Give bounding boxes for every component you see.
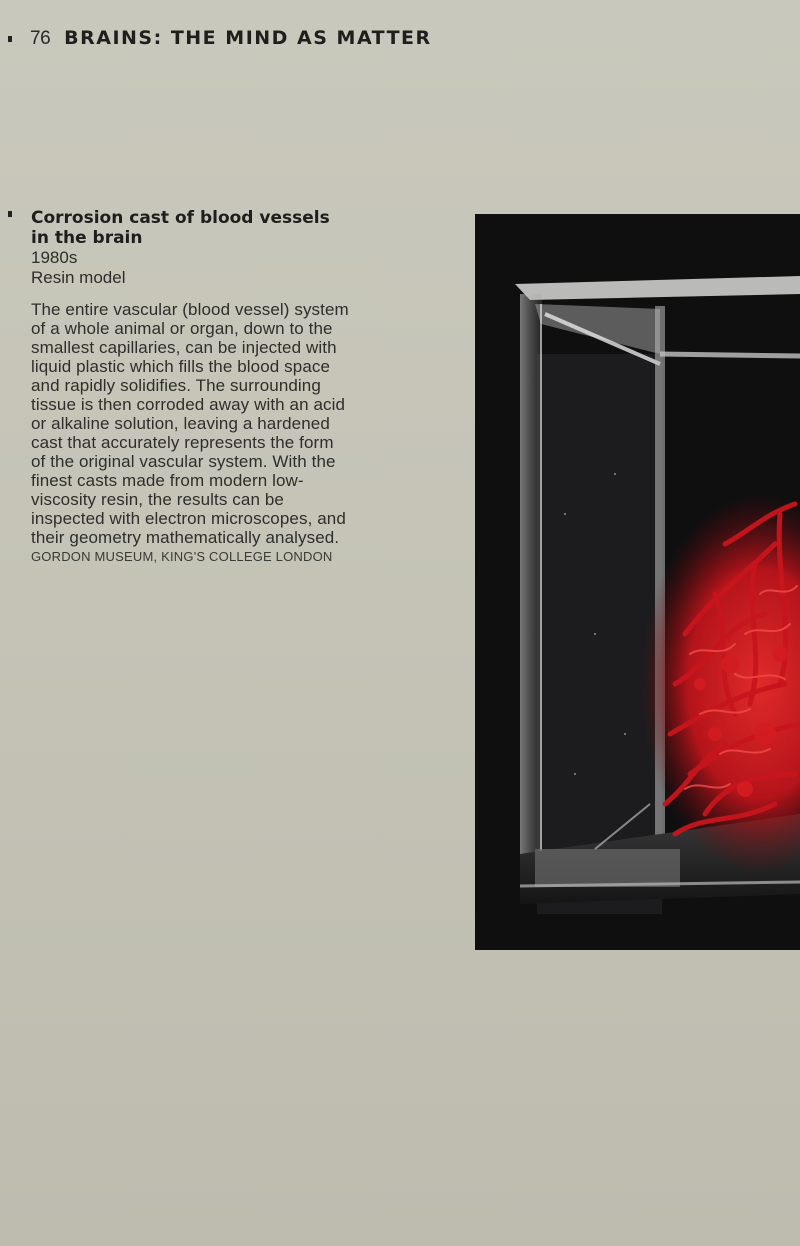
specimen-photo [475, 214, 800, 950]
catalogue-entry [31, 208, 351, 565]
entry-description: The entire vascular (blood vessel) system of a whole animal or organ, down to the smallest capillaries, can be injected with liquid plastic which fills the blood space and rapidly solidifies. The surrounding tissue is then corroded away with an acid or alkaline solution, leaving a hardened cast that accurately represents the form of the original vascular system. With the finest casts made from modern low-viscosity resin, the results can be inspected with electron microscopes, and their geometry mathematically analysed. [31, 300, 349, 547]
crop-mark [8, 211, 12, 217]
page-number: 76 [30, 28, 51, 49]
running-title: BRAINS: THE MIND AS MATTER [64, 27, 432, 49]
entry-credit: GORDON MUSEUM, KING'S COLLEGE LONDON [31, 549, 333, 564]
entry-title-line-1: Corrosion cast of blood vessels [31, 208, 330, 228]
entry-title-line-2: in the brain [31, 228, 143, 248]
entry-date: 1980s [31, 248, 78, 267]
vascular-cast-image [475, 214, 800, 950]
entry-medium: Resin model [31, 268, 126, 287]
crop-mark [8, 36, 12, 42]
page-header [30, 27, 432, 50]
